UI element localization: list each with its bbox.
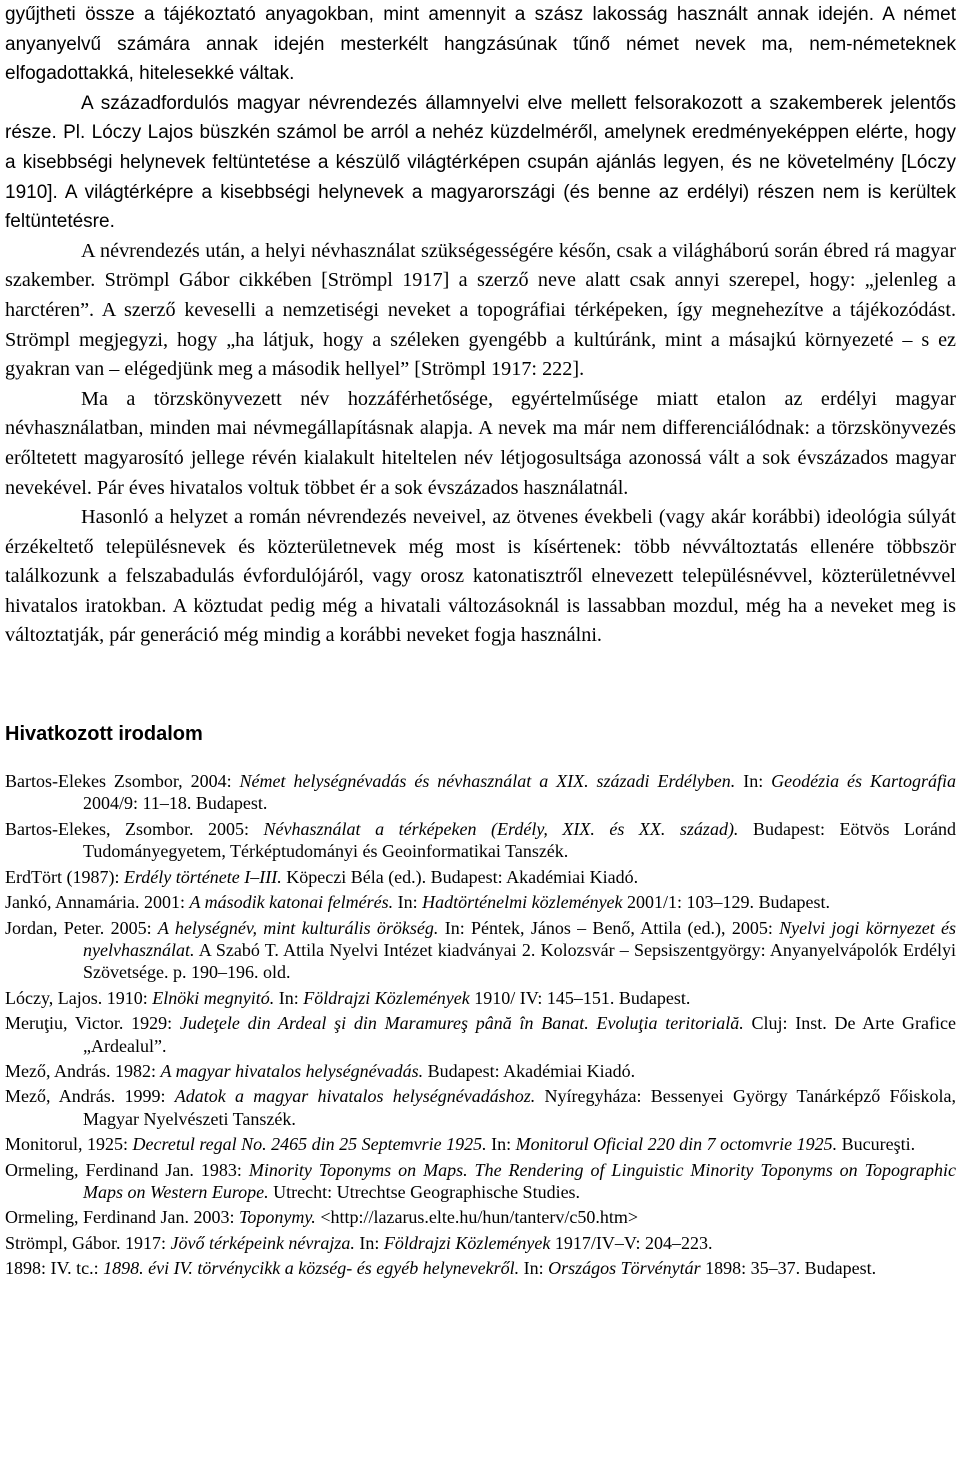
- reference-title: Nyelvi jogi környezet és nyelvhasználat.: [83, 917, 956, 960]
- paragraph-5-text: Hasonló a helyzet a román névrendezés neveivel, az ötvenes évekbeli (vagy akár korábbi) ideológia súlyát érzékeltető településnevek és közterületnevek még most is kísértenek: több névváltoztatás ellenére többször találkozunk a felszabadulás évfordulójáról, vagy orosz katonatisztről elnevezett településnévvel, közterületnévvel hivatalos iratokban. A köztudat pedig még a hivatali változásoknál is lassabban mozdul, még ha a neveket meg is változtatják, pár generáció még mindig a korábbi neveket fogja használni.: [5, 506, 956, 647]
- reference-entry: [5, 1133, 956, 1155]
- reference-entry: [5, 891, 956, 913]
- reference-text: In:: [735, 771, 772, 792]
- reference-text: Monitorul, 1925:: [5, 1134, 133, 1155]
- reference-title: A magyar hivatalos helységnévadás.: [160, 1060, 424, 1081]
- reference-text: Bartos-Elekes, Zsombor. 2005:: [5, 818, 264, 839]
- reference-entry: [5, 1012, 956, 1057]
- paragraph-2: [5, 89, 956, 237]
- reference-title: A második katonai felmérés.: [189, 892, 394, 913]
- reference-text: 2004/9: 11–18. Budapest.: [83, 793, 268, 814]
- reference-text: Mező, András. 1982:: [5, 1060, 161, 1081]
- reference-text: Ormeling, Ferdinand Jan. 2003:: [5, 1207, 239, 1228]
- reference-text: Ormeling, Ferdinand Jan. 1983:: [5, 1159, 249, 1180]
- reference-entry: [5, 987, 956, 1009]
- reference-title: Országos Törvénytár: [548, 1258, 701, 1279]
- paragraph-3-text-a: A névrendezés után, a helyi névhasználat szükségességére későn, csak a világháború során ébred rá magyar szakember.: [5, 239, 956, 292]
- reference-text: In:: [486, 1134, 516, 1155]
- reference-text: Strömpl, Gábor. 1917:: [5, 1232, 171, 1253]
- reference-text: A Szabó T. Attila Nyelvi Intézet kiadványai 2. Kolozsvár – Sepsiszentgyörgy: Anyanyelvápolók Erdélyi Szövetsége. p. 190–196. old.: [83, 939, 956, 983]
- reference-title: Toponymy.: [238, 1207, 316, 1228]
- reference-text: Mező, András. 1999:: [5, 1086, 175, 1107]
- reference-text: 1898: 35–37. Budapest.: [700, 1258, 877, 1279]
- reference-title: Jövő térképeink névrajza.: [170, 1232, 355, 1253]
- paragraph-1-text: gyűjtheti össze a tájékoztató anyagokban, mint amennyit a szász lakosság használt annak idején. A német anyanyelvű számára annak idején mesterkélt hangzásúnak tűnő német nevek ma, nem-németeknek elfogadottakká, hitelesekké váltak.: [5, 4, 956, 85]
- reference-text: Meruţiu, Victor. 1929:: [5, 1013, 180, 1034]
- reference-entry: [5, 1257, 956, 1279]
- paragraph-4-text: Ma a törzskönyvezett név hozzáférhetősége, egyértelműsége miatt etalon az erdélyi magyar névhasználatban, minden mai névmegállapításnak alapja. A nevek ma már nem differenciálódnak: a törzskönyvezés erőltetett magyarosító jellege révén kialakult hiteltelen név létjogosultsága azonossá vált a sok évszázados magyar nevekével. Pár éves hivatalos voltuk többet ér a sok évszázados használatnál.: [5, 387, 956, 499]
- reference-text: 1917/IV–V: 204–223.: [550, 1232, 713, 1253]
- references-heading: Hivatkozott irodalom: [5, 723, 203, 746]
- reference-entry: [5, 818, 956, 863]
- reference-entry: [5, 1060, 956, 1082]
- reference-title: Judeţele din Ardeal şi din Maramureş până în Banat. Evoluţia teritorială.: [179, 1013, 744, 1034]
- reference-text: Nyíregyháza: Bessenyei György Tanárképző Főiskola, Magyar Nyelvészeti Tanszék.: [83, 1086, 956, 1129]
- reference-entry: [5, 1159, 956, 1204]
- reference-text: 2001/1: 103–129. Budapest.: [622, 892, 831, 913]
- paragraph-5: [5, 503, 956, 651]
- reference-text: Bucureşti.: [837, 1134, 916, 1155]
- reference-title: Földrajzi Közlemények: [303, 987, 470, 1008]
- reference-title: Német helységnévadás és névhasználat a XIX. századi Erdélyben.: [239, 771, 736, 792]
- reference-text: 1898: IV. tc.:: [5, 1258, 104, 1279]
- reference-text: <http://lazarus.elte.hu/hun/tanterv/c50.htm>: [315, 1207, 639, 1228]
- reference-text: Cluj: Inst. De Arte Grafice „Ardealul”.: [83, 1013, 956, 1056]
- reference-text: In: Péntek, János – Benő, Attila (ed.), 2005:: [438, 917, 780, 938]
- reference-title: A helységnév, mint kulturális örökség.: [157, 917, 439, 938]
- references-list: [5, 770, 956, 1280]
- body-text: [5, 0, 956, 651]
- reference-title: Elnöki megnyitó.: [152, 987, 275, 1008]
- reference-text: ErdTört (1987):: [5, 866, 124, 887]
- reference-text: In:: [519, 1258, 549, 1279]
- reference-text: Budapest: Eötvös Loránd Tudományegyetem, Térképtudományi és Geoinformatikai Tanszék.: [83, 818, 956, 862]
- reference-title: Földrajzi Közlemények: [383, 1232, 551, 1253]
- reference-entry: [5, 770, 956, 815]
- paragraph-2-text: A századfordulós magyar névrendezés államnyelvi elve mellett felsorakozott a szakemberek jelentős része. Pl. Lóczy Lajos büszkén számol be arról a nehéz küzdelméről, amelynek eredményeképpen elérte, hogy a kisebbségi helynevek feltüntetése a készülő világtérképen csupán ajánlás legyen, és ne követelmény [Lóczy 1910]. A világtérképre a kisebbségi helynevek a magyarországi (és benne az erdélyi) részen nem is kerültek feltüntetésre.: [5, 92, 956, 233]
- reference-text: Jankó, Annamária. 2001:: [5, 892, 190, 913]
- reference-entry: [5, 917, 956, 984]
- reference-title: Geodézia és Kartográfia: [771, 771, 956, 792]
- paragraph-3-text-b: Strömpl Gábor cikkében [Strömpl 1917] a szerző neve alatt csak annyi szerepel, hogy: „jelenleg a harctéren”. A szerző keveselli a nemzetiségi neveket a topográfiai térképeken, így megnehezítve a tájékozódást. Strömpl megjegyzi, hogy „ha látjuk, hogy a széleken gyengébb a kultúránk, mint a másajkú környezeté – s ez gyakran van – elégedjünk meg a második hellyel” [Strömpl 1917: 222].: [5, 269, 956, 381]
- reference-text: Utrecht: Utrechtse Geographische Studies.: [268, 1181, 581, 1202]
- reference-title: Névhasználat a térképeken (Erdély, XIX. és XX. század).: [263, 818, 739, 839]
- reference-text: Lóczy, Lajos. 1910:: [5, 987, 153, 1008]
- paragraph-1: [5, 0, 956, 89]
- reference-title: Erdély története I–III.: [123, 866, 282, 887]
- reference-text: In:: [274, 987, 304, 1008]
- reference-text: Jordan, Peter. 2005:: [5, 917, 158, 938]
- reference-title: Hadtörténelmi közlemények: [422, 892, 623, 913]
- reference-text: In:: [393, 892, 423, 913]
- reference-text: Bartos-Elekes Zsombor, 2004:: [5, 771, 240, 792]
- reference-text: Köpeczi Béla (ed.). Budapest: Akadémiai Kiadó.: [281, 866, 639, 887]
- paragraph-3: [5, 237, 956, 385]
- reference-title: Adatok a magyar hivatalos helységnévadáshoz.: [174, 1086, 536, 1107]
- reference-text: 1910/ IV: 145–151. Budapest.: [469, 987, 691, 1008]
- reference-title: Monitorul Oficial 220 din 7 octomvrie 1925.: [515, 1134, 838, 1155]
- reference-title: Decretul regal No. 2465 din 25 Septemvrie 1925.: [132, 1134, 487, 1155]
- reference-title: 1898. évi IV. törvénycikk a község- és egyéb helynevekről.: [103, 1258, 520, 1279]
- reference-entry: [5, 1232, 956, 1254]
- reference-entry: [5, 866, 956, 888]
- reference-entry: [5, 1206, 956, 1228]
- reference-text: Budapest: Akadémiai Kiadó.: [423, 1060, 636, 1081]
- reference-text: In:: [354, 1232, 384, 1253]
- reference-title: Minority Toponyms on Maps. The Rendering of Linguistic Minority Toponyms on Topographic Maps on Western Europe.: [83, 1159, 957, 1202]
- paragraph-4: [5, 385, 956, 503]
- reference-entry: [5, 1085, 956, 1130]
